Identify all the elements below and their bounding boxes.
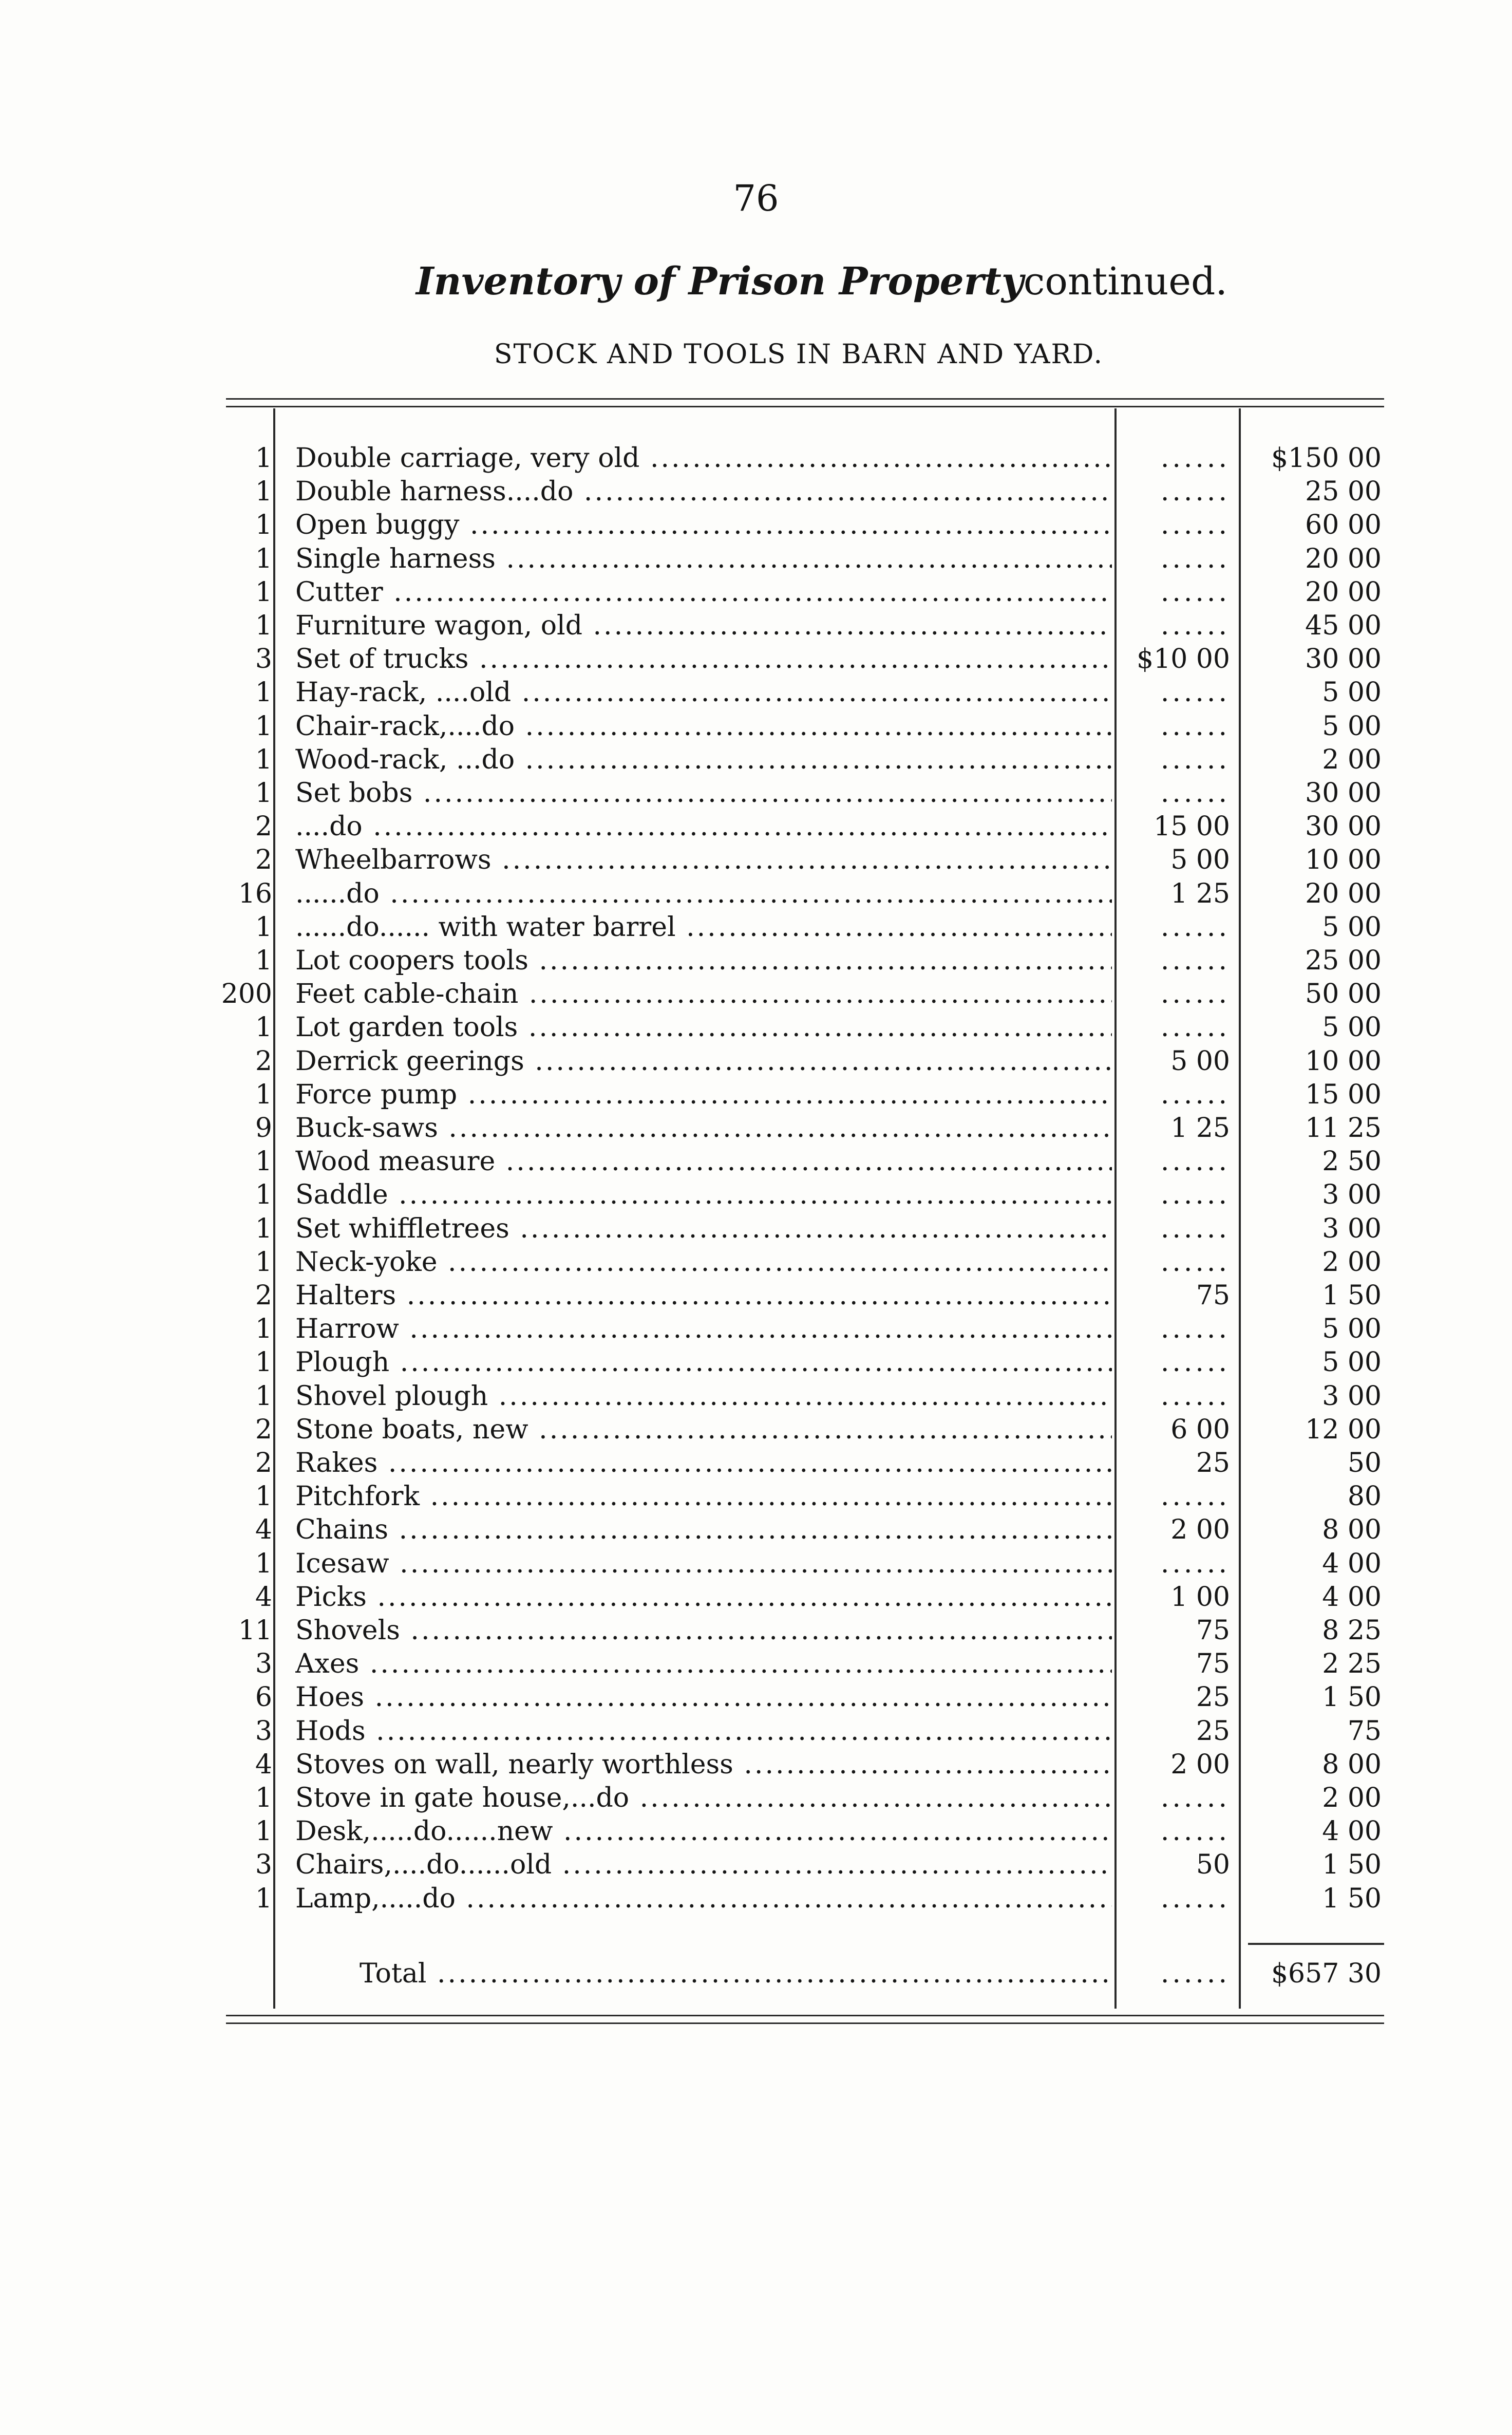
unit-price-cell: 1 25 [1170,878,1230,909]
item-description: Wood-rack, ...do ..... [295,743,1112,776]
item-description: Saddle ..... [295,1178,1112,1211]
unit-price-cell [1120,1346,1230,1379]
quantity-cell: 1 [255,1816,272,1847]
item-description: Rakes ..... [295,1447,1112,1479]
item-description: Single harness ..... [295,542,1112,575]
unit-price-cell [1120,1178,1230,1211]
quantity-cell: 2 [255,1448,272,1478]
item-description: Lot coopers tools ..... [295,944,1112,977]
quantity-cell: 200 [221,979,272,1010]
value-cell: 3 00 [1322,1179,1382,1211]
value-cell: $150 00 [1271,443,1382,474]
unit-price-cell [1120,1011,1230,1044]
table-row [0,1581,1512,1614]
value-cell: 75 [1347,1715,1382,1747]
unit-price-cell [1120,777,1230,810]
value-cell: 50 [1347,1448,1382,1478]
unit-price-cell [1120,609,1230,642]
unit-price-cell [1120,1480,1230,1513]
unit-price-cell [1120,911,1230,944]
unit-price-cell [1120,944,1230,977]
value-cell: 15 00 [1305,1079,1382,1110]
value-cell: 1 50 [1322,1682,1382,1713]
quantity-cell: 1 [255,1213,272,1244]
quantity-cell: 1 [255,510,272,541]
value-cell: 5 00 [1322,1347,1382,1378]
quantity-cell: 1 [255,1079,272,1110]
quantity-cell: 3 [255,1715,272,1747]
table-row [0,1882,1512,1915]
bottom-rule [226,2015,1384,2016]
unit-price-cell [1120,1380,1230,1413]
sum-rule [1248,1943,1384,1945]
quantity-cell: 1 [255,945,272,976]
table-row [0,1715,1512,1748]
value-cell: 5 00 [1322,710,1382,742]
value-cell: 30 00 [1305,644,1382,675]
item-description: Force pump ..... [295,1078,1112,1111]
value-cell: 30 00 [1305,778,1382,809]
value-cell: 8 00 [1322,1749,1382,1780]
item-description: ....do ..... [295,810,1112,843]
table-row [0,844,1512,876]
item-description: Shovel plough ..... [295,1380,1112,1413]
item-description: Plough ..... [295,1346,1112,1379]
table-row [0,1313,1512,1345]
value-cell: 1 50 [1322,1883,1382,1914]
table-row [0,1815,1512,1848]
item-description: Hods ..... [295,1715,1112,1748]
value-cell: 10 00 [1305,845,1382,876]
table-row [0,743,1512,776]
total-row [0,1957,1512,1990]
value-cell: 5 00 [1322,1314,1382,1345]
value-cell: 50 00 [1305,979,1382,1010]
total-label: Total ..... [360,1957,1109,1990]
value-cell: 5 00 [1322,911,1382,943]
quantity-cell: 3 [255,644,272,675]
unit-price-cell: 75 [1196,1280,1230,1311]
quantity-cell: 1 [255,911,272,943]
item-description: Double harness....do ..... [295,475,1112,508]
unit-price-cell [1120,1145,1230,1178]
table-row [0,475,1512,508]
value-cell: 12 00 [1305,1414,1382,1445]
item-description: Feet cable-chain ..... [295,978,1112,1010]
unit-price-cell: 1 25 [1170,1113,1230,1144]
quantity-cell: 2 [255,811,272,842]
value-cell: 8 00 [1322,1514,1382,1546]
unit-price-cell [1120,442,1230,475]
item-description: Cutter ..... [295,576,1112,609]
unit-price-cell [1120,710,1230,743]
value-cell: 1 50 [1322,1280,1382,1311]
quantity-cell: 1 [255,677,272,708]
page-title [0,259,1512,304]
table-row [0,1178,1512,1211]
table-row [0,810,1512,843]
quantity-cell: 1 [255,1146,272,1177]
quantity-cell: 1 [255,1179,272,1211]
table-row [0,609,1512,642]
quantity-cell: 2 [255,1045,272,1077]
unit-price-cell [1120,475,1230,508]
table-row [0,542,1512,575]
quantity-cell: 1 [255,1883,272,1914]
item-description: Furniture wagon, old ..... [295,609,1112,642]
unit-price-cell: 5 00 [1170,1045,1230,1077]
unit-price-cell: 6 00 [1170,1414,1230,1445]
table-row [0,1547,1512,1580]
item-description: Stoves on wall, nearly worthless ..... [295,1748,1112,1781]
quantity-cell: 1 [255,1012,272,1043]
unit-price-cell [1120,676,1230,709]
page-number: 76 [733,177,779,219]
unit-price-cell [1120,1078,1230,1111]
unit-price-cell: 25 [1196,1448,1230,1478]
unit-price-cell: 25 [1196,1682,1230,1713]
quantity-cell: 1 [255,576,272,608]
unit-price-cell [1120,1212,1230,1245]
unit-price-cell [1120,743,1230,776]
item-description: Chairs,....do......old ..... [295,1848,1112,1881]
top-rule [226,398,1384,400]
top-rule-second [226,406,1384,407]
item-description: Double carriage, very old ..... [295,442,1112,475]
value-cell: 2 00 [1322,1246,1382,1278]
item-description: Stove in gate house,...do ..... [295,1782,1112,1814]
total-unit-cell [1120,1957,1230,1990]
table-row [0,1480,1512,1513]
value-cell: 4 00 [1322,1581,1382,1613]
value-cell: 20 00 [1305,576,1382,608]
section-heading: STOCK AND TOOLS IN BARN AND YARD. [494,339,1104,370]
table-row [0,1212,1512,1245]
table-row [0,1647,1512,1680]
item-description: Set whiffletrees ..... [295,1212,1112,1245]
table-row [0,1011,1512,1044]
value-cell: 5 00 [1322,1012,1382,1043]
item-description: Buck-saws ..... [295,1112,1112,1145]
quantity-cell: 1 [255,778,272,809]
unit-price-cell [1120,1547,1230,1580]
table-row [0,1112,1512,1145]
table-row [0,442,1512,475]
table-row [0,1346,1512,1379]
quantity-cell: 1 [255,710,272,742]
item-description: Set of trucks ..... [295,643,1112,676]
quantity-cell: 1 [255,543,272,574]
table-row [0,643,1512,676]
title-italic: Inventory of Prison Property [416,259,1024,304]
table-row [0,1246,1512,1279]
unit-price-cell: 2 00 [1170,1514,1230,1546]
table-row [0,777,1512,810]
quantity-cell: 1 [255,1783,272,1813]
value-cell: 2 25 [1322,1649,1382,1680]
quantity-cell: 4 [255,1514,272,1546]
table-row [0,576,1512,609]
unit-price-cell: $10 00 [1137,644,1230,675]
table-row [0,911,1512,944]
unit-price-cell [1120,576,1230,609]
quantity-cell: 1 [255,610,272,641]
quantity-cell: 2 [255,1280,272,1311]
unit-price-cell [1120,1782,1230,1814]
table-row [0,1413,1512,1446]
unit-price-cell: 25 [1196,1715,1230,1747]
quantity-cell: 1 [255,476,272,508]
unit-price-cell [1120,1246,1230,1279]
quantity-cell: 9 [255,1113,272,1144]
value-cell: 30 00 [1305,811,1382,842]
item-description: Stone boats, new ..... [295,1413,1112,1446]
value-cell: 45 00 [1305,610,1382,641]
quantity-cell: 1 [255,1380,272,1412]
value-cell: 1 50 [1322,1849,1382,1881]
value-cell: 4 00 [1322,1816,1382,1847]
table-row [0,1614,1512,1647]
item-description: Open buggy ..... [295,509,1112,541]
item-description: Set bobs ..... [295,777,1112,810]
table-row [0,877,1512,910]
table-row [0,676,1512,709]
item-description: ......do...... with water barrel ..... [295,911,1112,944]
value-cell: 5 00 [1322,677,1382,708]
unit-price-cell: 1 00 [1170,1581,1230,1613]
quantity-cell: 2 [255,1414,272,1445]
item-description: Hay-rack, ....old ..... [295,676,1112,709]
value-cell: 2 50 [1322,1146,1382,1177]
quantity-cell: 1 [255,1481,272,1512]
quantity-cell: 1 [255,1347,272,1378]
table-row [0,1145,1512,1178]
unit-price-cell [1120,978,1230,1010]
value-cell: 10 00 [1305,1045,1382,1077]
table-row [0,1681,1512,1714]
item-description: Wheelbarrows ..... [295,844,1112,876]
table-row [0,710,1512,743]
item-description: Axes ..... [295,1647,1112,1680]
table-row [0,944,1512,977]
title-continued: continued. [1023,259,1227,304]
quantity-cell: 1 [255,1548,272,1579]
item-description: Neck-yoke ..... [295,1246,1112,1279]
table-row [0,1782,1512,1814]
quantity-cell: 2 [255,845,272,876]
item-description: Pitchfork ..... [295,1480,1112,1513]
value-cell: 25 00 [1305,476,1382,508]
unit-price-cell: 75 [1196,1649,1230,1680]
table-row [0,1748,1512,1781]
value-cell: 11 25 [1305,1113,1382,1144]
quantity-cell: 11 [238,1615,272,1646]
value-cell: 25 00 [1305,945,1382,976]
quantity-cell: 1 [255,1314,272,1345]
item-description: Hoes ..... [295,1681,1112,1714]
quantity-cell: 4 [255,1749,272,1780]
unit-price-cell: 5 00 [1170,845,1230,876]
quantity-cell: 6 [255,1682,272,1713]
unit-price-cell: 2 00 [1170,1749,1230,1780]
item-description: Lot garden tools ..... [295,1011,1112,1044]
table-row [0,1279,1512,1312]
unit-price-cell [1120,1815,1230,1848]
unit-price-cell [1120,1882,1230,1915]
value-cell: 20 00 [1305,543,1382,574]
item-description: Picks ..... [295,1581,1112,1614]
table-row [0,1513,1512,1546]
value-cell: 4 00 [1322,1548,1382,1579]
value-cell: 3 00 [1322,1213,1382,1244]
item-description: Halters ..... [295,1279,1112,1312]
value-cell: 60 00 [1305,510,1382,541]
quantity-cell: 3 [255,1649,272,1680]
value-cell: 20 00 [1305,878,1382,909]
value-cell: 2 00 [1322,744,1382,775]
item-description: Chains ..... [295,1513,1112,1546]
table-row [0,978,1512,1010]
grand-total: $657 30 [1271,1958,1382,1989]
unit-price-cell: 50 [1196,1849,1230,1881]
quantity-cell: 3 [255,1849,272,1881]
item-description: Desk,.....do......new ..... [295,1815,1112,1848]
table-row [0,1380,1512,1413]
unit-price-cell [1120,542,1230,575]
item-description: Lamp,.....do ..... [295,1882,1112,1915]
quantity-cell: 1 [255,443,272,474]
item-description: Harrow ..... [295,1313,1112,1345]
quantity-cell: 16 [238,878,272,909]
table-row [0,1447,1512,1479]
unit-price-cell: 15 00 [1154,811,1230,842]
table-row [0,509,1512,541]
value-cell: 80 [1347,1481,1382,1512]
value-cell: 3 00 [1322,1380,1382,1412]
table-row [0,1078,1512,1111]
item-description: Icesaw ..... [295,1547,1112,1580]
item-description: Shovels ..... [295,1614,1112,1647]
table-row [0,1045,1512,1078]
unit-price-cell: 75 [1196,1615,1230,1646]
item-description: ......do ..... [295,877,1112,910]
item-description: Wood measure ..... [295,1145,1112,1178]
quantity-cell: 1 [255,1246,272,1278]
item-description: Chair-rack,....do ..... [295,710,1112,743]
unit-price-cell [1120,509,1230,541]
value-cell: 2 00 [1322,1783,1382,1813]
value-cell: 8 25 [1322,1615,1382,1646]
bottom-rule-second [226,2022,1384,2024]
quantity-cell: 4 [255,1581,272,1613]
quantity-cell: 1 [255,744,272,775]
unit-price-cell [1120,1313,1230,1345]
item-description: Derrick geerings ..... [295,1045,1112,1078]
table-row [0,1848,1512,1881]
